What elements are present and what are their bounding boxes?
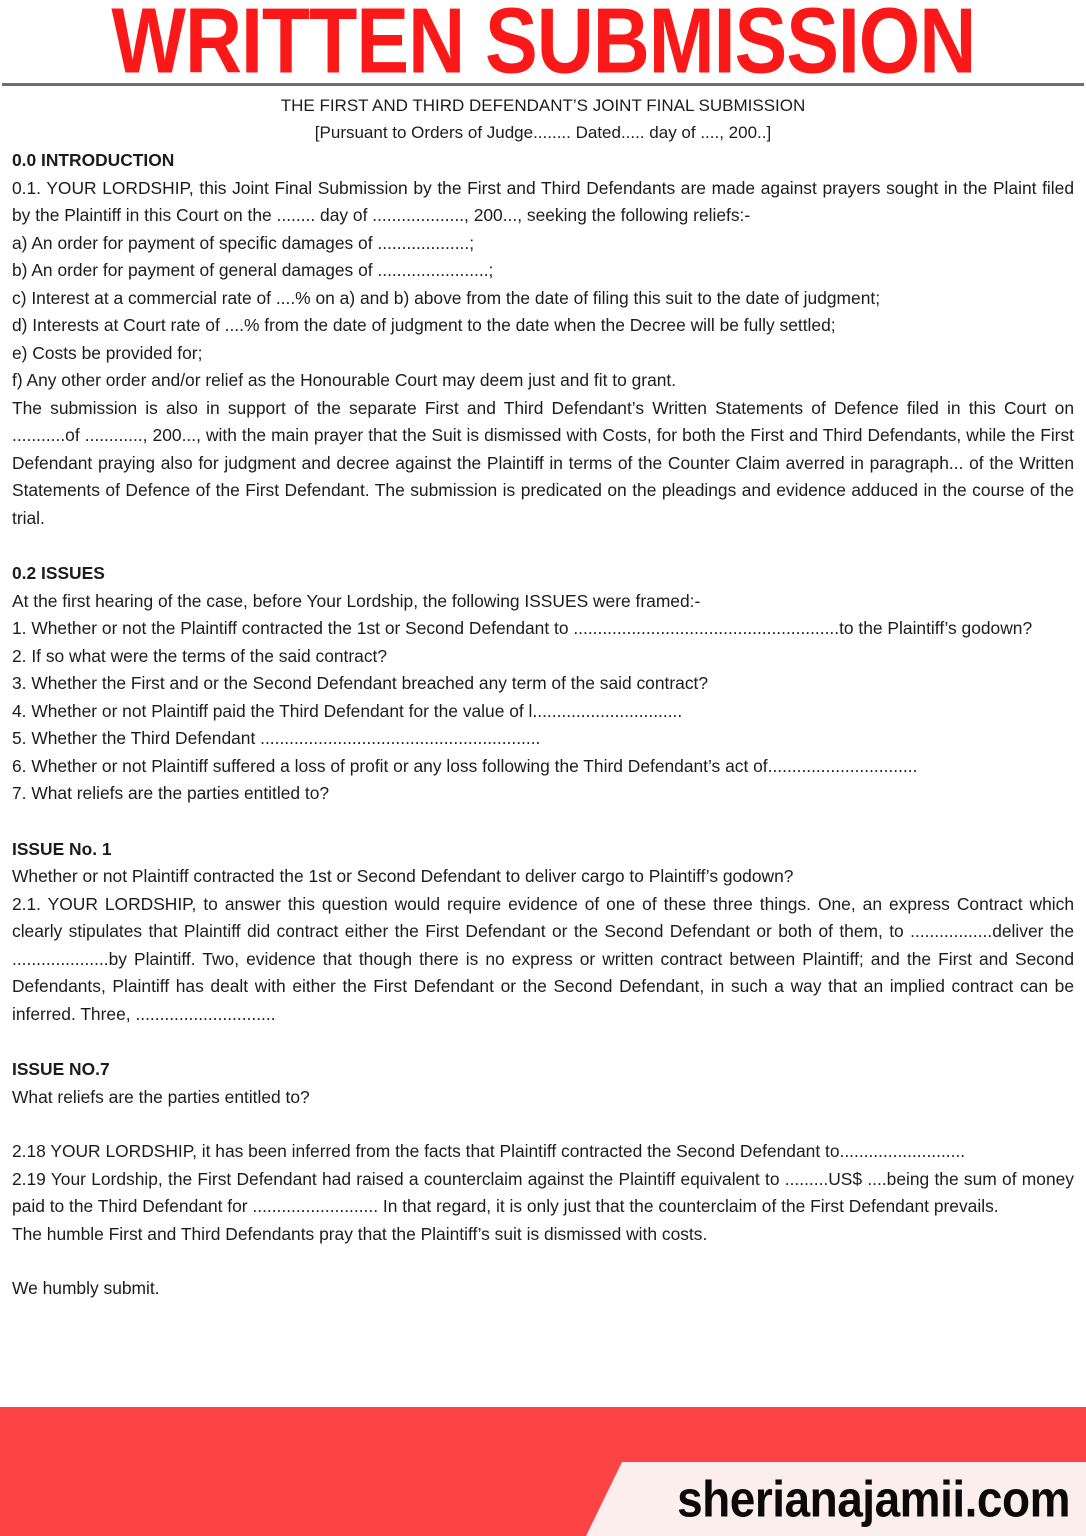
section-heading-introduction: 0.0 INTRODUCTION <box>12 150 175 170</box>
submission-heading <box>12 92 1074 146</box>
paragraph-2-1: 2.1. YOUR LORDSHIP, to answer this question would require evidence of one of these three things. One, an express Contract which clearly stipulates that Plaintiff did contract either the First Defendant or the Second Defendant or both of them, to .................deliver the ....................by Plaintiff. Two, evidence that though there is no express or written contract between Plaintiff; and the First and Second Defendants, Plaintiff has dealt with either the First Defendant or the Second Defendant, in such a way that an implied contract can be inferred. Three, ............................. <box>12 893 1074 1024</box>
paragraph-2-19: 2.19 Your Lordship, the First Defendant had raised a counterclaim against the Plaintiff equivalent to .........US$ ....being the sum of money paid to the Third Defendant for .......................... In that regard, it is only just that the counterclaim of the First Defendant prevails. <box>12 1168 1074 1216</box>
issue-no-7-question: What reliefs are the parties entitled to? <box>12 1086 310 1107</box>
spacer <box>12 1248 1074 1275</box>
spacer <box>12 808 1074 835</box>
relief-item-a: a) An order for payment of specific damages of ...................; <box>12 232 475 253</box>
footer-brand-name: sherianajamii.com <box>677 1470 1070 1528</box>
paragraph-2-18: 2.18 YOUR LORDSHIP, it has been inferred from the facts that Plaintiff contracted the Second Defendant to.......................... <box>12 1141 966 1161</box>
issue-list-item-3: 3. Whether the First and or the Second Defendant breached any term of the said contract? <box>12 673 709 693</box>
submission-heading-line1: THE FIRST AND THIRD DEFENDANT’S JOINT FINAL SUBMISSION <box>280 96 806 115</box>
relief-item-b: b) An order for payment of general damages of .......................; <box>12 260 494 280</box>
banner-header <box>0 0 1086 83</box>
closing-statement: We humbly submit. <box>12 1278 160 1298</box>
relief-item-f: f) Any other order and/or relief as the Honourable Court may deem just and fit to grant. <box>12 370 677 390</box>
issue-list-item-7: 7. What reliefs are the parties entitled to? <box>12 783 330 803</box>
issues-intro: At the first hearing of the case, before Your Lordship, the following ISSUES were framed:- <box>12 590 701 611</box>
issue-list-item-6: 6. Whether or not Plaintiff suffered a loss of profit or any loss following the Third Defendant’s act of............................... <box>12 755 918 776</box>
issue-no-1-question: Whether or not Plaintiff contracted the 1st or Second Defendant to deliver cargo to Plaintiff’s godown? <box>12 866 794 886</box>
section-heading-issue-no-1: ISSUE No. 1 <box>12 838 112 859</box>
issue-list-item-4: 4. Whether or not Plaintiff paid the Third Defendant for the value of l............................... <box>12 700 683 721</box>
issue-list-item-1: 1. Whether or not the Plaintiff contracted the 1st or Second Defendant to .......................................................to the Plaintiff’s godown? <box>12 618 1033 638</box>
paragraph-0-1: 0.1. YOUR LORDSHIP, this Joint Final Submission by the First and Third Defendants are made against prayers sought in the Plaint filed by the Plaintiff in this Court on the ........ day of ..................., 200..., seeking the following reliefs:- <box>12 177 1074 225</box>
prayer-statement: The humble First and Third Defendants pray that the Plaintiff’s suit is dismissed with costs. <box>12 1223 708 1244</box>
spacer <box>12 1111 1074 1138</box>
spacer <box>12 1028 1074 1055</box>
page-title: WRITTEN SUBMISSION <box>111 0 975 83</box>
issue-list-item-2: 2. If so what were the terms of the said contract? <box>12 645 388 666</box>
relief-item-d: d) Interests at Court rate of ....% from the date of judgment to the date when the Decree will be fully settled; <box>12 315 836 335</box>
spacer <box>12 532 1074 559</box>
document-body <box>12 92 1074 1303</box>
relief-item-e: e) Costs be provided for; <box>12 342 203 363</box>
header-divider <box>2 83 1084 86</box>
submission-heading-line2: [Pursuant to Orders of Judge........ Dated..... day of ...., 200..] <box>314 123 772 142</box>
footer-band <box>0 1407 1086 1536</box>
section-heading-issue-no-7: ISSUE NO.7 <box>12 1059 110 1079</box>
issue-list-item-5: 5. Whether the Third Defendant .......................................................... <box>12 728 541 748</box>
paragraph-support-of-defence: The submission is also in support of the separate First and Third Defendant’s Written Statements of Defence filed in this Court on ...........of ............, 200..., with the main prayer that the Suit is dismissed with Costs, for both the First and Third Defendants, while the First Defendant praying also for judgment and decree against the Plaintiff in terms of the Counter Claim averred in paragraph... of the Written Statements of Defence of the First Defendant. The submission is predicated on the pleadings and evidence adduced in the course of the trial. <box>12 397 1074 528</box>
relief-item-c: c) Interest at a commercial rate of ....% on a) and b) above from the date of filing this suit to the date of judgment; <box>12 287 881 308</box>
section-heading-issues: 0.2 ISSUES <box>12 563 105 583</box>
